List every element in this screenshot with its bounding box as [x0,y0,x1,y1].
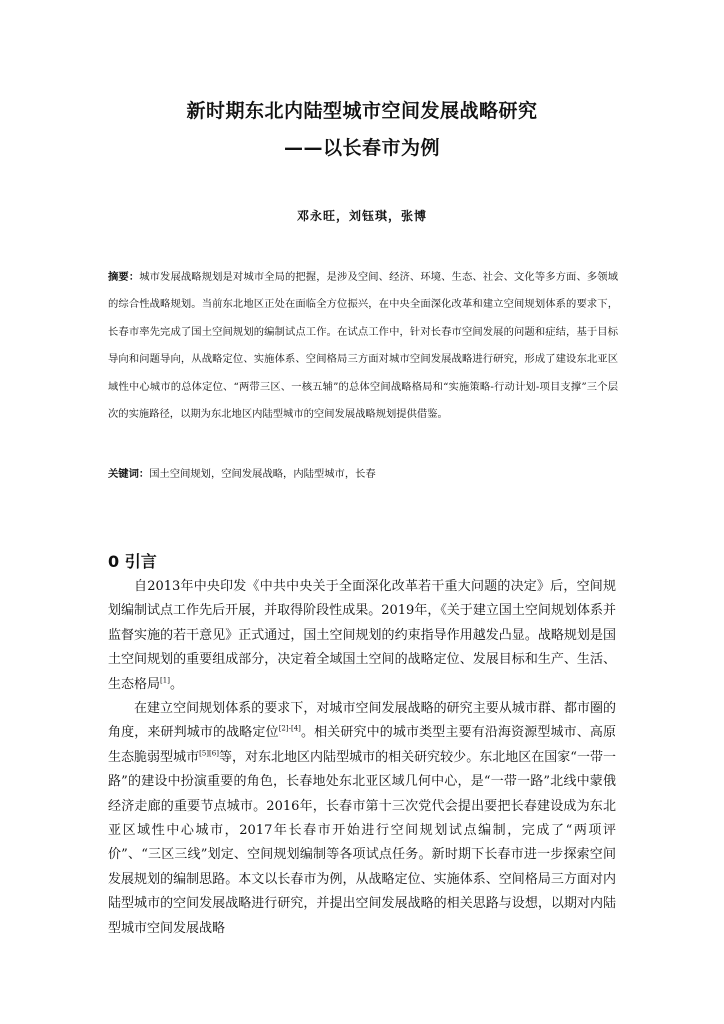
paragraph-1-text: 自2013年中央印发《中共中央关于全面深化改革若干重大问题的决定》后，空间规划编制试点工作先后开展，并取得阶段性成果。2019年，《关于建立国土空间规划体系并监督实施的若干意见》正式通过，国土空间规划的约束指导作用越发凸显。战略规划是国土空间规划的重要组成部分，决定着全域国土空间的战略定位、发展目标和生产、生活、生态格局 [108,579,616,692]
abstract-text: 城市发展战略规划是对城市全局的把握，是涉及空间、经济、环境、生态、社会、文化等多方面、多领域的综合性战略规划。当前东北地区正处在面临全方位振兴，在中央全面深化改革和建立空间规划体系的要求下，长春市率先完成了国土空间规划的编制试点工作。在试点工作中，针对长春市空间发展的问题和症结，基于目标导向和问题导向，从战略定位、实施体系、空间格局三方面对城市空间发展战略进行研究，形成了建设东北亚区域性中心城市的总体定位、“两带三区、一核五辅”的总体空间战略格局和“实施策略-行动计划-项目支撑”三个层次的实施路径，以期为东北地区内陆型城市的空间发展战略规划提供借鉴。 [108,271,619,421]
keywords-text: 国土空间规划，空间发展战略，内陆型城市，长春 [149,468,376,480]
abstract-label: 摘要： [108,271,140,283]
section-heading: 0 引言 [108,552,157,571]
paragraph-1 [108,575,616,697]
paper-title: 新时期东北内陆型城市空间发展战略研究 [186,100,538,122]
body-text [108,575,616,941]
keywords [108,464,618,484]
keywords-label: 关键词： [108,468,150,480]
citation-ref: [1] [160,676,170,685]
paragraph-2-text-a: 在建立空间规划体系的要求下，对城市空间发展战略的研究主要从城市群、都市圈的角度，来研判城市的战略定位 [108,701,616,741]
abstract [108,264,618,428]
paragraph-2-text-c: 等，对东北地区内陆型城市的相关研究较少。东北地区在国家“一带一路”的建设中扮演重要的角色，长春地处东北亚区域几何中心，是“一带一路”北线中蒙俄经济走廊的重要节点城市。2016年，长春市第十三次党代会提出要把长春建设成为东北亚区域性中心城市，2017年长春市开始进行空间规划试点编制，完成了“两项评价”、“三区三线”划定、空间规划编制等各项试点任务。新时期下长春市进一步探索空间发展规划的编制思路。本文以长春市为例，从战略定位、实施体系、空间格局三方面对内陆型城市的空间发展战略进行研究，并提出空间发展战略的相关思路与设想，以期对内陆型城市空间发展战略 [108,749,616,936]
citation-ref: [2]-[4] [278,725,301,734]
paper-subtitle: ——以长春市为例 [283,137,440,159]
paragraph-1-end: 。 [169,676,183,692]
citation-ref: [5][6] [199,749,219,758]
author-list: 邓永旺，刘钰琪，张博 [296,209,427,223]
paragraph-2-text-b: 。相关研究中的城市类型主要有沿海资源型城市、高原生态脆弱型城市 [108,725,616,765]
paragraph-2 [108,697,616,941]
